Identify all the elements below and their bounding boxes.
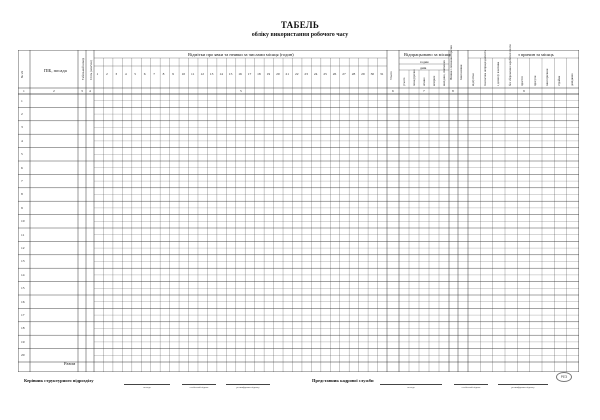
day-number: 20: [276, 72, 280, 76]
worked-col-header: усього: [401, 77, 406, 86]
reason-col-header: тимчасова непрацездатність: [483, 50, 488, 86]
day-number: 14: [219, 72, 223, 76]
reason-col-header: з дозволу власника: [495, 61, 500, 86]
col-other-header: Інші неявки: [459, 64, 463, 80]
timesheet-table: [18, 44, 579, 372]
reason-col-header: відпустки: [471, 73, 475, 86]
day-number: 11: [191, 72, 195, 76]
row-number: 17: [21, 312, 25, 317]
row-number: 15: [21, 286, 25, 291]
col-absence-header: Неявки з поважних причин: [449, 45, 453, 80]
index-cell: 4: [89, 89, 91, 93]
row-number: 7: [21, 178, 23, 183]
index-cell: 2: [53, 89, 55, 93]
day-number: 9: [172, 72, 174, 76]
index-cell: 6: [392, 89, 394, 93]
row-number: 10: [21, 219, 25, 224]
day-number: 17: [247, 72, 252, 76]
day-number: 29: [361, 72, 365, 76]
left-name-hint: розшифровка підпису: [236, 386, 260, 389]
right-name-hint: розшифровка підпису: [511, 386, 535, 389]
day-number: 24: [313, 72, 318, 76]
left-name-line[interactable]: [226, 384, 270, 385]
publisher-logo: РЕЗ: [556, 372, 572, 382]
row-number: 19: [21, 339, 25, 344]
index-cell: 3: [81, 89, 83, 93]
row-number: 11: [21, 232, 25, 237]
day-number: 3: [115, 72, 118, 76]
form-title: ТАБЕЛЬ: [280, 20, 320, 30]
footer-left-label: Керівник структурного підрозділу: [24, 378, 94, 383]
row-number: 18: [21, 326, 25, 331]
reason-col-header: без збереження заробітної плати: [508, 44, 512, 86]
row-number: 4: [21, 138, 23, 143]
left-signature-hint: особистий підпис: [189, 386, 209, 389]
day-number: 19: [266, 72, 271, 76]
row-number: 2: [21, 111, 23, 116]
worked-header: Відпрацьовано за місяць: [404, 52, 452, 57]
col-total-header: Усього: [389, 71, 393, 80]
day-number: 16: [238, 72, 242, 76]
day-number: 30: [370, 72, 375, 76]
reason-col-header: довідково: [569, 73, 574, 86]
day-number: 27: [342, 72, 346, 76]
right-position-line[interactable]: [380, 384, 442, 385]
row-number: 16: [21, 299, 25, 304]
reason-col-header: прогули: [532, 75, 537, 86]
form-subtitle: обліку використання робочого часу: [251, 32, 349, 38]
reasons-header: з причин за місяць: [518, 52, 554, 57]
row-number: 1: [21, 98, 23, 103]
day-number: 31: [380, 72, 384, 76]
col-number-header: № з/п: [20, 70, 24, 78]
row-number: 20: [21, 353, 25, 358]
worked-col-header: вечірніх: [431, 75, 436, 86]
day-number: 7: [153, 72, 155, 76]
col-name-header: ПІБ, посада: [44, 68, 67, 73]
worked-col-header: понадурочно: [411, 69, 416, 86]
table-grid: [18, 50, 579, 372]
day-number: 5: [134, 72, 137, 76]
row-number: 14: [21, 272, 25, 277]
day-number: 4: [124, 72, 127, 76]
index-cell: 8: [452, 89, 454, 93]
day-number: 28: [351, 72, 356, 76]
footer-right-label: Представник кадрової служби: [312, 378, 374, 383]
reason-col-header: простої: [520, 76, 525, 86]
left-signature-line[interactable]: [182, 384, 216, 385]
day-number: 21: [285, 72, 290, 76]
row-number: 13: [21, 259, 25, 264]
day-number: 2: [105, 72, 108, 76]
index-cell: 1: [23, 89, 25, 93]
reason-col-header: страйки: [557, 75, 562, 86]
worked-col-header: вихідних, святкових: [441, 60, 446, 86]
row-number: 6: [21, 165, 23, 170]
day-number: 10: [181, 72, 186, 76]
reason-col-header: інші причини: [545, 68, 549, 86]
day-number: 26: [332, 72, 337, 76]
row-number: 3: [21, 125, 23, 130]
day-number: 8: [162, 72, 165, 76]
day-number: 22: [294, 72, 299, 76]
col-tab-number-header: Табельний номер: [81, 57, 85, 80]
worked-hours-subheader: годин: [420, 60, 429, 64]
day-number: 15: [228, 72, 233, 76]
col-category-header: Стать (жін/чол): [89, 60, 93, 80]
days-header: Відмітки про явки та неявки за числами місяця (годин): [188, 52, 294, 57]
row-number: 5: [21, 152, 23, 157]
left-position-hint: посада: [143, 386, 151, 389]
right-name-line[interactable]: [498, 384, 548, 385]
index-cell: 5: [240, 89, 242, 93]
worked-col-header: нічних: [421, 77, 426, 86]
right-position-hint: посада: [407, 386, 415, 389]
total-row-label: Разом: [64, 361, 76, 366]
row-number: 9: [21, 205, 23, 210]
right-signature-line[interactable]: [454, 384, 488, 385]
day-number: 13: [209, 72, 214, 76]
day-number: 12: [200, 72, 204, 76]
right-signature-hint: особистий підпис: [461, 386, 481, 389]
left-position-line[interactable]: [124, 384, 170, 385]
day-number: 1: [96, 72, 99, 76]
row-number: 8: [21, 192, 23, 197]
day-number: 18: [257, 72, 261, 76]
day-number: 23: [304, 72, 308, 76]
row-number: 12: [21, 245, 25, 250]
index-cell: 7: [423, 89, 425, 93]
worked-days-subheader: днів: [420, 66, 427, 70]
index-cell: 9: [523, 89, 525, 93]
day-number: 6: [143, 72, 146, 76]
day-number: 25: [323, 72, 327, 76]
